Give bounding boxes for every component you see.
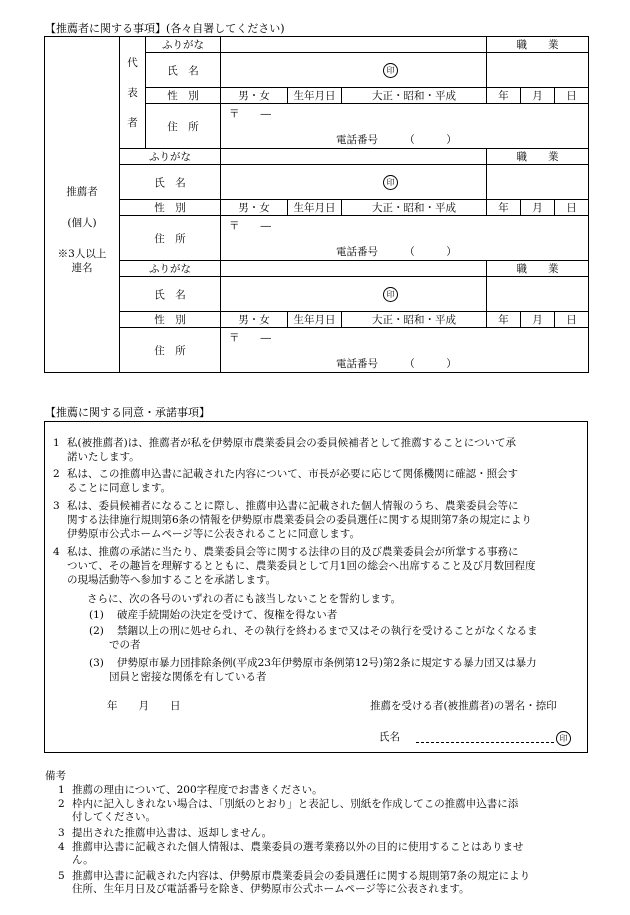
signature-line[interactable]	[416, 742, 554, 743]
era-choice[interactable]: 大正・昭和・平成	[342, 88, 487, 104]
phone-label: 電話番号 （ ）	[336, 358, 457, 370]
occupation-field[interactable]	[487, 53, 589, 88]
recommender-table: 推薦者 (個人) ※3人以上 連名 代 表 者 ふりがな 職 業 氏 名 印 性 別 男・女 生年月日 大正・昭和・平成 年 月 日 住 所 〒 ― 電話番号 （ ） ふりがな 職 業 氏 名 印 性 別 男・女 生年月日 大正・昭和・平成 年 月 日 住 所 〒 ― 電話番号 （ ） ふりがな 職 業 氏 名 印 性 別 男・女 生年月日 大正・昭和・平成 年 月 日 住 所 〒 ― 電話番号 （ ）	[44, 36, 589, 373]
recommender-side-label: 推薦者 (個人) ※3人以上 連名	[45, 37, 120, 373]
address-field[interactable]	[221, 104, 589, 149]
signature-name-label: 氏名	[379, 731, 400, 743]
gender-label: 性 別	[146, 88, 221, 104]
consent-item: 2 私は、この推薦申込書に記載された内容について、市長が必要に応じて関係機関に確認・照会す ることに同意します。	[53, 468, 519, 494]
notes-title: 備考	[45, 770, 66, 782]
phone-label: 電話番号 （ ）	[336, 134, 457, 146]
pledge-text: さらに、次の各号のいずれの者にも該当しないことを誓約します。	[87, 593, 402, 605]
postal-mark: 〒 ―	[229, 332, 271, 344]
occupation-field[interactable]	[487, 165, 589, 200]
birthdate-label: 生年月日	[288, 88, 342, 104]
furigana-field[interactable]	[221, 261, 487, 277]
address-field[interactable]	[221, 328, 589, 373]
seal-icon: 印	[556, 731, 571, 746]
address-label: 住 所	[146, 104, 221, 149]
seal-icon: 印	[383, 287, 398, 302]
seal-icon: 印	[383, 63, 398, 78]
gender-choice[interactable]: 男・女	[221, 88, 288, 104]
era-choice[interactable]: 大正・昭和・平成	[342, 312, 487, 328]
gender-choice[interactable]: 男・女	[221, 200, 288, 216]
furigana-field[interactable]	[221, 149, 487, 165]
consent-box	[44, 421, 588, 753]
postal-mark: 〒 ―	[229, 108, 271, 120]
representative-label: 代 表 者	[120, 37, 146, 149]
note-item: 1 推薦の理由について、200字程度でお書きください。	[58, 784, 323, 796]
gender-choice[interactable]: 男・女	[221, 312, 288, 328]
consent-item: 4 私は、推薦の承諾に当たり、農業委員会等に関する法律の目的及び農業委員会が所掌する事務に ついて、その趣旨を理解するとともに、農業委員として月1回の総会へ出席すること及び月数回程度 の現場活動等へ参加することを承諾します。	[53, 546, 536, 586]
signature-caption: 推薦を受ける者(被推薦者)の署名・捺印	[370, 700, 557, 712]
section-title-recommender: 【推薦者に関する事項】(各々自署してください)	[45, 22, 285, 35]
consent-item: 3 私は、委員候補者になることに際し、推薦申込書に記載された個人情報のうち、農業委員会等に 関する法律施行規則第6条の情報を伊勢原市農業委員会の委員選任に関する規則第7条の規定により 伊勢原市公式ホームページ等に公表されることに同意します。	[53, 500, 532, 540]
name-field[interactable]	[221, 53, 487, 88]
era-choice[interactable]: 大正・昭和・平成	[342, 200, 487, 216]
note-item: 4 推薦申込書に記載された個人情報は、農業委員の選考業務以外の目的に使用することはありませ ん。	[58, 841, 524, 866]
address-field[interactable]	[221, 216, 589, 261]
note-item: 5 推薦申込書に記載された内容は、伊勢原市農業委員会の委員選任に関する規則第7条の規定により 住所、生年月日及び電話番号を除き、伊勢原市公式ホームページ等に公表されます。	[58, 870, 531, 895]
sub-item: (2) 禁錮以上の刑に処せられ、その執行を終わるまで又はその執行を受けることがなくなるま での者	[89, 625, 538, 651]
occupation-field[interactable]	[487, 277, 589, 312]
sub-item: (3) 伊勢原市暴力団排除条例(平成23年伊勢原市条例第12号)第2条に規定する暴力団又は暴力 団員と密接な関係を有している者	[89, 657, 537, 683]
name-label: 氏 名	[146, 53, 221, 88]
postal-mark: 〒 ―	[229, 220, 271, 232]
seal-icon: 印	[383, 175, 398, 190]
occupation-label: 職 業	[487, 37, 589, 53]
date-line: 年 月 日	[107, 700, 181, 712]
name-field[interactable]	[221, 277, 487, 312]
furigana-field[interactable]	[221, 37, 487, 53]
section-title-consent: 【推薦に関する同意・承諾事項】	[45, 406, 210, 419]
note-item: 2 枠内に記入しきれない場合は、「別紙のとおり」と表記し、別紙を作成してこの推薦申込書に添 付してください。	[58, 798, 519, 823]
name-field[interactable]	[221, 165, 487, 200]
consent-item: 1 私(被推薦者)は、推薦者が私を伊勢原市農業委員会の委員候補者として推薦することについて承 諾いたします。	[53, 437, 516, 463]
phone-label: 電話番号 （ ）	[336, 246, 457, 258]
furigana-label: ふりがな	[146, 37, 221, 53]
note-item: 3 提出された推薦申込書は、返却しません。	[58, 827, 273, 839]
sub-item: (1) 破産手続開始の決定を受けて、復権を得ない者	[89, 609, 338, 621]
